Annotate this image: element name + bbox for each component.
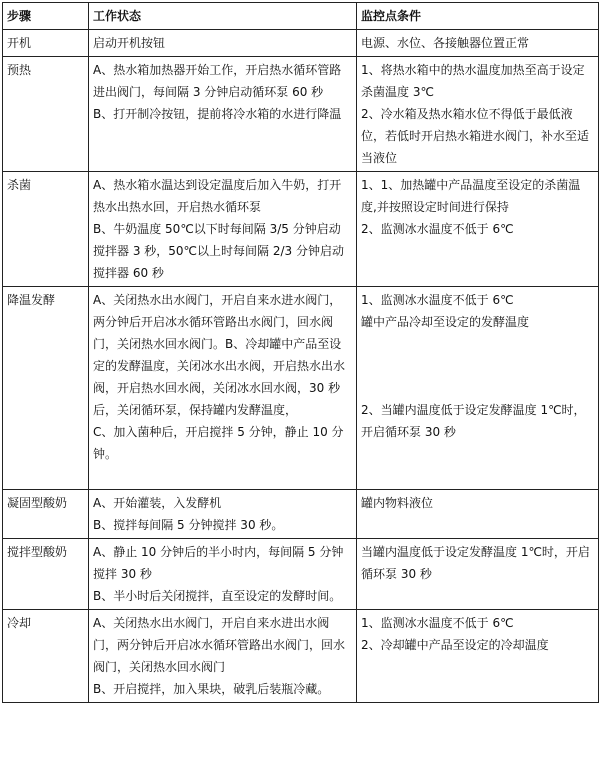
work-cell: [89, 172, 357, 287]
spacer: [361, 377, 594, 399]
monitor-line: 电源、水位、各接触器位置正常: [361, 36, 530, 50]
work-line: B、打开制冷按钮，提前将冷水箱的水进行降温: [93, 107, 342, 121]
monitor-line: 1、将热水箱中的热水温度加热至高于设定杀菌温度 3℃: [361, 63, 585, 99]
header-row: [3, 3, 599, 30]
monitor-cell: [357, 610, 599, 703]
process-table: [2, 2, 599, 703]
table-row: [3, 57, 599, 172]
header-monitor-conditions: 监控点条件: [357, 3, 599, 30]
table-row: [3, 172, 599, 287]
spacer: [93, 465, 352, 487]
monitor-line: 1、监测冰水温度不低于 6℃: [361, 616, 514, 630]
work-cell: [89, 490, 357, 539]
step-cell: 降温发酵: [3, 287, 89, 490]
work-line: C、加入菌种后，开启搅拌 5 分钟，静止 10 分钟。: [93, 425, 344, 461]
work-line: B、牛奶温度 50℃以下时每间隔 3/5 分钟启动搅拌器 3 秒，50℃以上时每间隔 2/3 分钟启动搅拌器 60 秒: [93, 222, 344, 280]
table-row: [3, 539, 599, 610]
work-line: A、关闭热水出水阀门，开启自来水进出水阀门，两分钟后开启冰水循环管路出水阀门，回水阀门，关闭热水回水阀门: [93, 616, 346, 674]
monitor-line: 1、监测冰水温度不低于 6℃: [361, 293, 514, 307]
work-line: 启动开机按钮: [93, 36, 166, 50]
step-cell: 预热: [3, 57, 89, 172]
table-row: [3, 610, 599, 703]
step-cell: 搅拌型酸奶: [3, 539, 89, 610]
monitor-cell: [357, 30, 599, 57]
step-cell: 杀菌: [3, 172, 89, 287]
monitor-cell: [357, 490, 599, 539]
table-row: [3, 490, 599, 539]
monitor-line: 罐内物料液位: [361, 496, 434, 510]
work-cell: [89, 610, 357, 703]
work-cell: [89, 539, 357, 610]
work-cell: [89, 30, 357, 57]
work-line: A、静止 10 分钟后的半小时内，每间隔 5 分钟搅拌 30 秒: [93, 545, 344, 581]
work-line: A、开始灌装，入发酵机: [93, 496, 222, 510]
monitor-line: 2、监测冰水温度不低于 6℃: [361, 222, 514, 236]
work-line: B、搅拌每间隔 5 分钟搅拌 30 秒。: [93, 518, 284, 532]
monitor-cell: [357, 172, 599, 287]
header-work-status: 工作状态: [89, 3, 357, 30]
monitor-line: 1、1、加热罐中产品温度至设定的杀菌温度,并按照设定时间进行保持: [361, 178, 581, 214]
monitor-cell: [357, 539, 599, 610]
monitor-line: 2、冷水箱及热水箱水位不得低于最低液位，若低时开启热水箱进水阀门，补水至适当液位: [361, 107, 590, 165]
monitor-line: 罐中产品冷却至设定的发酵温度: [361, 315, 530, 329]
table-row: [3, 287, 599, 490]
monitor-cell: [357, 287, 599, 490]
step-cell: 冷却: [3, 610, 89, 703]
monitor-line: 当罐内温度低于设定发酵温度 1℃时，开启循环泵 30 秒: [361, 545, 590, 581]
step-cell: 开机: [3, 30, 89, 57]
work-cell: [89, 287, 357, 490]
table-row: [3, 30, 599, 57]
spacer: [361, 355, 594, 377]
work-line: B、开启搅拌，加入果块，破乳后装瓶冷藏。: [93, 682, 330, 696]
monitor-line: 2、冷却罐中产品至设定的冷却温度: [361, 638, 549, 652]
header-step: 步骤: [3, 3, 89, 30]
work-line: A、关闭热水出水阀门，开启自来水进水阀门，两分钟后开启冰水循环管路出水阀门，回水阀门，关闭热水回水阀门。B、冷却罐中产品至设定的发酵温度，关闭冰水出水阀，开启热水出水阀，开启热水回水阀，关闭冰水回水阀，30 秒后，关闭循环泵，保持罐内发酵温度，: [93, 293, 346, 417]
monitor-cell: [357, 57, 599, 172]
work-line: A、热水箱加热器开始工作，开启热水循环管路进出阀门，每间隔 3 分钟启动循环泵 60 秒: [93, 63, 342, 99]
step-cell: 凝固型酸奶: [3, 490, 89, 539]
spacer: [361, 333, 594, 355]
monitor-line: 2、当罐内温度低于设定发酵温度 1℃时，开启循环泵 30 秒: [361, 403, 586, 439]
work-cell: [89, 57, 357, 172]
work-line: B、半小时后关闭搅拌，直至设定的发酵时间。: [93, 589, 342, 603]
work-line: A、热水箱水温达到设定温度后加入牛奶，打开热水出热水回，开启热水循环泵: [93, 178, 342, 214]
